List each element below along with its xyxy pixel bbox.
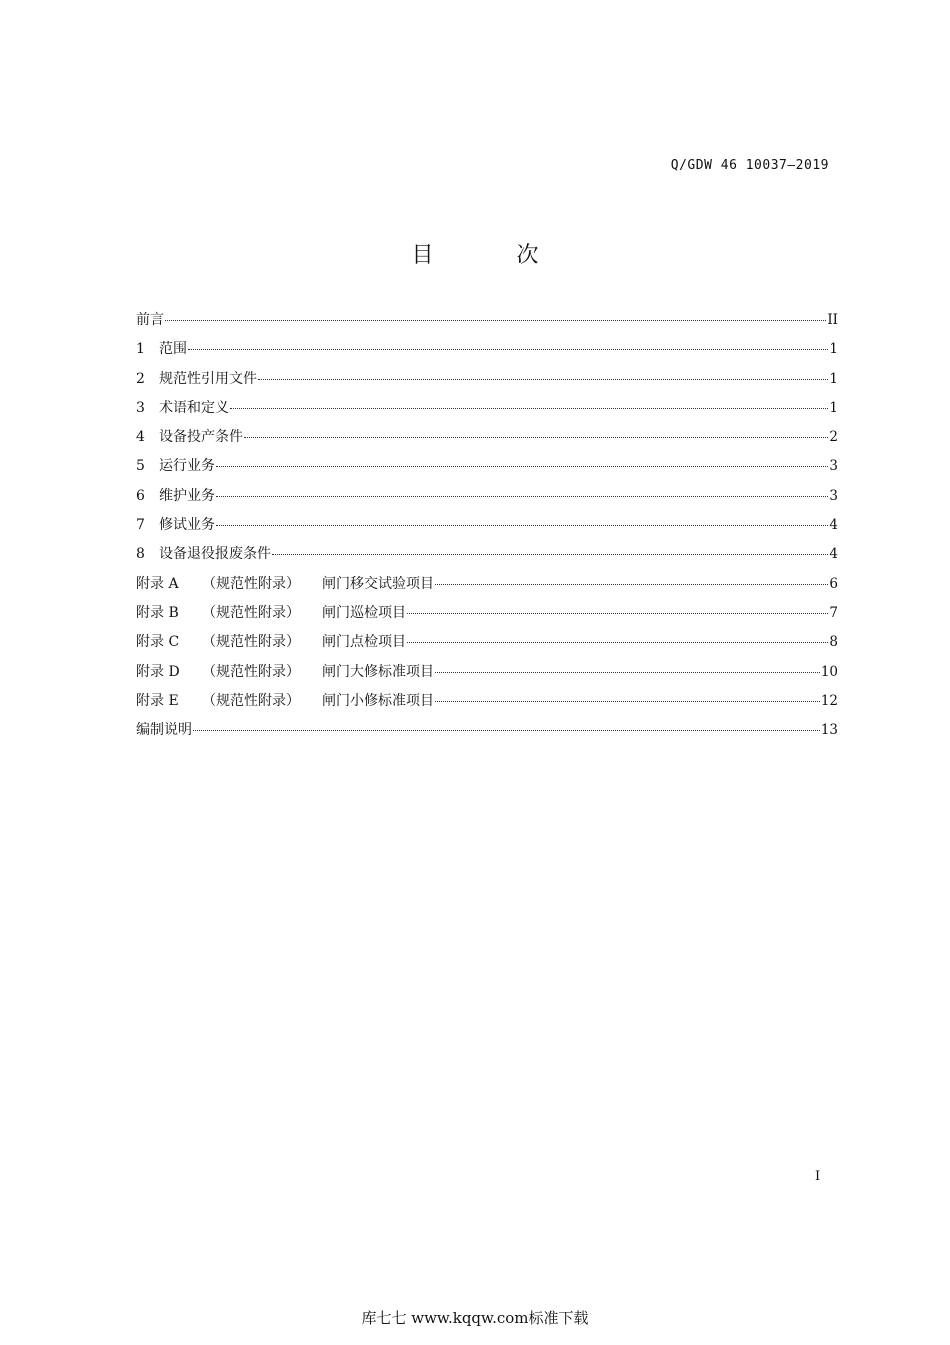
toc-entry-label: 编制说明: [136, 722, 192, 739]
appendix-tag: （规范性附录）: [202, 575, 300, 592]
dot-leader: [230, 407, 828, 409]
dot-leader: [435, 671, 820, 673]
dot-leader: [272, 553, 828, 555]
toc-entry-page: 1: [829, 399, 838, 416]
toc-entry-page: 3: [829, 487, 838, 504]
section-number: 1: [136, 341, 145, 358]
section-title: 范围: [159, 341, 187, 358]
section-number: 7: [136, 517, 145, 534]
toc-title: 目 次: [411, 243, 577, 268]
toc-entry-page: 1: [829, 370, 838, 387]
appendix-title: 闸门大修标准项目: [322, 663, 434, 680]
section-title: 设备退役报废条件: [159, 546, 271, 563]
dot-leader: [407, 641, 828, 643]
toc-entry-page: 10: [820, 663, 838, 680]
footer-watermark: 库七七 www.kqqw.com标准下载: [361, 1309, 589, 1327]
dot-leader: [258, 378, 828, 380]
toc-entry-page: 6: [829, 575, 838, 592]
toc-entry-explanation[interactable]: [136, 719, 838, 748]
toc-entry-page: 4: [829, 517, 838, 534]
section-title: 术语和定义: [159, 399, 229, 416]
toc-entry-appendix[interactable]: [136, 661, 838, 690]
dot-leader: [193, 729, 820, 731]
toc-entry-section[interactable]: [136, 455, 838, 484]
dot-leader: [216, 495, 828, 497]
appendix-id: 附录 C: [136, 634, 180, 651]
toc-entry-appendix[interactable]: [136, 631, 838, 660]
toc-entry-page: 2: [829, 429, 838, 446]
toc-entry-section[interactable]: [136, 426, 838, 455]
section-number: 2: [136, 370, 145, 387]
appendix-tag: （规范性附录）: [202, 604, 300, 621]
appendix-tag: （规范性附录）: [202, 663, 300, 680]
appendix-id: 附录 B: [136, 604, 179, 621]
section-number: 5: [136, 458, 145, 475]
toc-entry-section[interactable]: [136, 485, 838, 514]
toc-entry-appendix[interactable]: [136, 573, 838, 602]
toc-entry-appendix[interactable]: [136, 602, 838, 631]
section-title: 修试业务: [159, 517, 215, 534]
dot-leader: [216, 465, 828, 467]
appendix-tag: （规范性附录）: [202, 692, 300, 709]
toc-entry-page: 4: [829, 546, 838, 563]
section-title: 维护业务: [159, 487, 215, 504]
dot-leader: [216, 524, 828, 526]
toc-entry-page: 1: [829, 341, 838, 358]
document-code: Q/GDW 46 10037—2019: [670, 158, 829, 173]
section-number: 3: [136, 399, 145, 416]
toc-entry-page: 8: [829, 634, 838, 651]
appendix-id: 附录 D: [136, 663, 180, 680]
section-title: 规范性引用文件: [159, 370, 257, 387]
page-number: I: [815, 1169, 821, 1184]
toc-entry-page: II: [827, 312, 838, 328]
toc-entry-page: 3: [829, 458, 838, 475]
dot-leader: [435, 700, 820, 702]
toc-entry-preface[interactable]: [136, 309, 838, 338]
toc-entry-section[interactable]: [136, 543, 838, 572]
toc-entry-page: 13: [820, 722, 838, 739]
dot-leader: [188, 348, 828, 350]
appendix-title: 闸门点检项目: [322, 634, 406, 651]
dot-leader: [435, 583, 828, 585]
toc-entry-appendix[interactable]: [136, 690, 838, 719]
dot-leader: [244, 436, 828, 438]
toc-entry-section[interactable]: [136, 397, 838, 426]
section-number: 4: [136, 429, 145, 446]
appendix-title: 闸门巡检项目: [322, 604, 406, 621]
toc-entry-section[interactable]: [136, 338, 838, 367]
toc-entry-section[interactable]: [136, 514, 838, 543]
appendix-id: 附录 E: [136, 692, 179, 709]
toc-entry-page: 12: [820, 692, 838, 709]
section-title: 运行业务: [159, 458, 215, 475]
section-number: 6: [136, 487, 145, 504]
toc-entry-page: 7: [829, 604, 838, 621]
section-number: 8: [136, 546, 145, 563]
appendix-title: 闸门小修标准项目: [322, 692, 434, 709]
table-of-contents: [136, 309, 838, 748]
appendix-tag: （规范性附录）: [202, 634, 300, 651]
dot-leader: [407, 612, 828, 614]
toc-entry-label: 前言: [136, 312, 164, 328]
appendix-title: 闸门移交试验项目: [322, 575, 434, 592]
dot-leader: [165, 319, 826, 321]
section-title: 设备投产条件: [159, 429, 243, 446]
appendix-id: 附录 A: [136, 575, 179, 592]
toc-entry-section[interactable]: [136, 368, 838, 397]
